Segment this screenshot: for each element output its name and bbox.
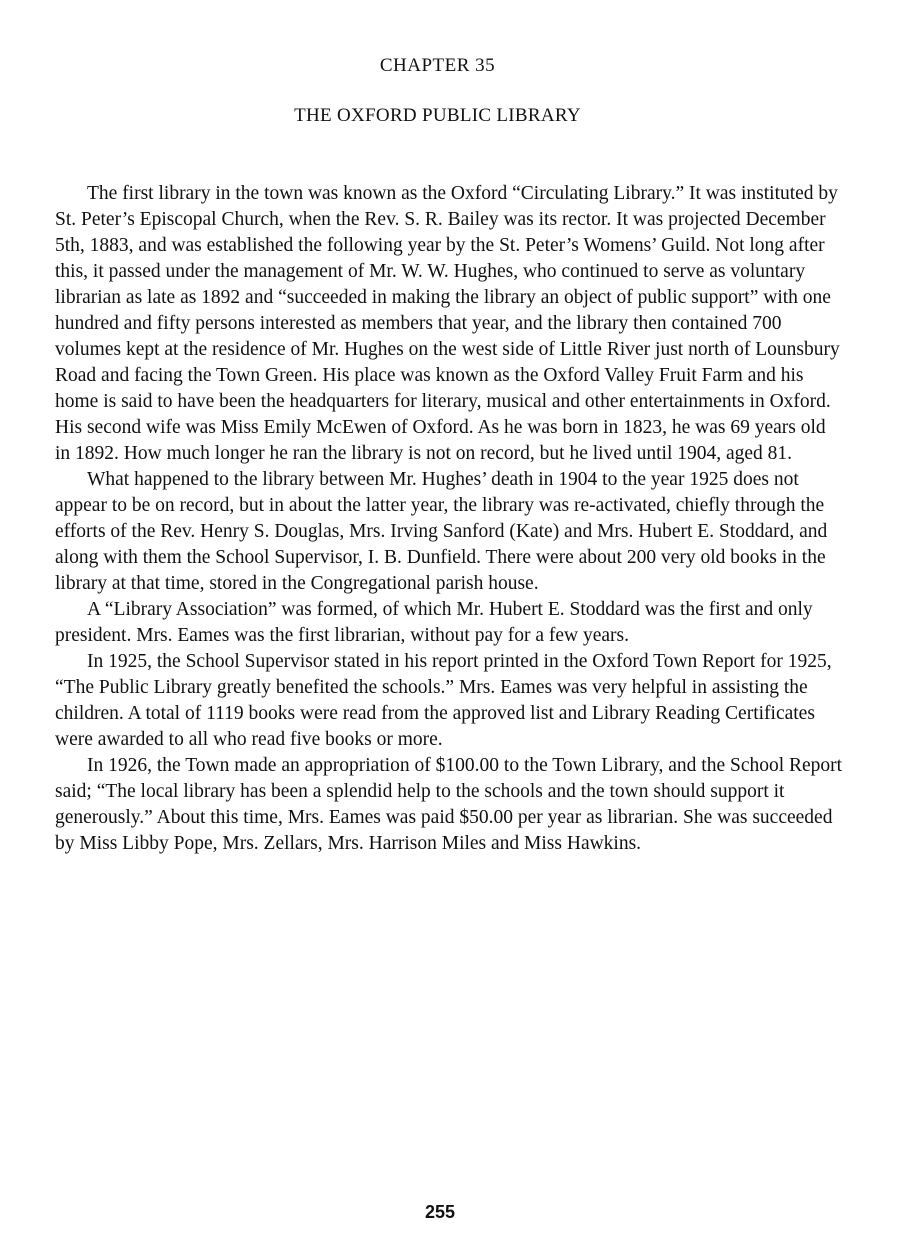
chapter-heading: CHAPTER 35 — [379, 55, 496, 76]
paragraph: In 1926, the Town made an appropriation of $100.00 to the Town Library, and the School Report said; “The local library has been a splendid help to the schools and the town should support it generously.” About this time, Mrs. Eames was paid $50.00 per year as librarian. She was succeeded by Miss Libby Pope, Mrs. Zellars, Mrs. Harrison Miles and Miss Hawkins. — [55, 755, 843, 854]
paragraph: What happened to the library between Mr. Hughes’ death in 1904 to the year 1925 does not appear to be on record, but in about the latter year, the library was re-activated, chiefly through the efforts of the Rev. Henry S. Douglas, Mrs. Irving Sanford (Kate) and Mrs. Hubert E. Stoddard, and along with them the School Supervisor, I. B. Dunfield. There were about 200 very old books in the library at that time, stored in the Congregational parish house. — [55, 469, 828, 594]
paragraph: In 1925, the School Supervisor stated in his report printed in the Oxford Town Report for 1925, “The Public Library greatly benefited the schools.” Mrs. Eames was very helpful in assisting the children. A total of 1119 books were read from the approved list and Library Reading Certificates were awarded to all who read five books or more. — [55, 651, 832, 750]
chapter-title: THE OXFORD PUBLIC LIBRARY — [294, 105, 581, 126]
paragraph: The first library in the town was known as the Oxford “Circulating Library.” It was instituted by St. Peter’s Episcopal Church, when the Rev. S. R. Bailey was its rector. It was projected December 5th, 1883, and was established the following year by the St. Peter’s Womens’ Guild. Not long after this, it passed under the management of Mr. W. W. Hughes, who continued to serve as voluntary librarian as late as 1892 and “succeeded in making the library an object of public support” with one hundred and fifty persons interested as members that year, and the library then contained 700 volumes kept at the residence of Mr. Hughes on the west side of Little River just north of Lounsbury Road and facing the Town Green. His place was known as the Oxford Valley Fruit Farm and his home is said to have been the headquarters for literary, musical and other entertainments in Oxford. His second wife was Miss Emily McEwen of Oxford. As he was born in 1823, he was 69 years old in 1892. How much longer he ran the library is not on record, but he lived until 1904, aged 81. — [55, 183, 840, 464]
body-text — [55, 181, 845, 857]
page-number: 255 — [424, 1202, 456, 1222]
paragraph: A “Library Association” was formed, of which Mr. Hubert E. Stoddard was the first and only president. Mrs. Eames was the first librarian, without pay for a few years. — [55, 599, 813, 646]
